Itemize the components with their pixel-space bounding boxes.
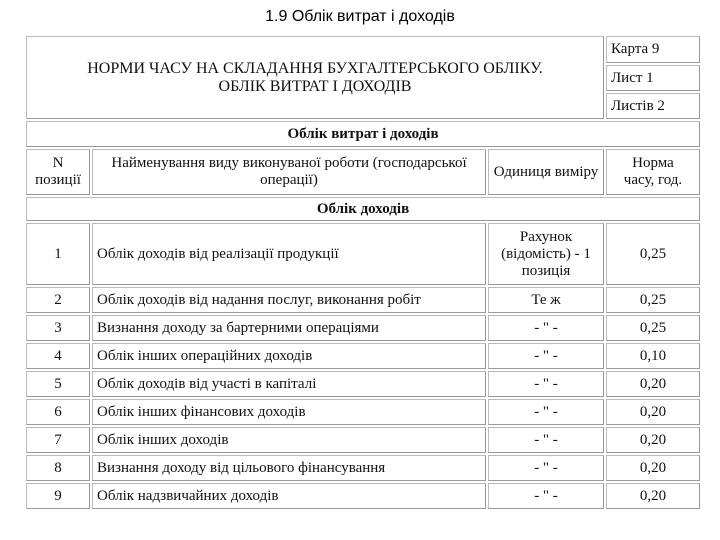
row-norm: 0,20 xyxy=(606,371,700,397)
row-unit: - " - xyxy=(488,399,604,425)
row-number: 6 xyxy=(26,399,90,425)
row-norm: 0,20 xyxy=(606,483,700,509)
row-number: 9 xyxy=(26,483,90,509)
row-name: Облік надзвичайних доходів xyxy=(92,483,486,509)
row-name: Облік доходів від участі в капіталі xyxy=(92,371,486,397)
row-number: 4 xyxy=(26,343,90,369)
table-row xyxy=(26,315,700,341)
row-unit: Рахунок (відомість) - 1 позиція xyxy=(488,223,604,285)
table-row xyxy=(26,427,700,453)
table-row xyxy=(26,371,700,397)
row-unit: - " - xyxy=(488,315,604,341)
row-norm: 0,25 xyxy=(606,315,700,341)
column-header-norm: Норма часу, год. xyxy=(606,149,700,195)
table-row xyxy=(26,223,700,285)
row-number: 8 xyxy=(26,455,90,481)
row-number: 5 xyxy=(26,371,90,397)
row-name: Облік інших фінансових доходів xyxy=(92,399,486,425)
table-row xyxy=(26,343,700,369)
row-norm: 0,25 xyxy=(606,223,700,285)
column-header-number: N позиції xyxy=(26,149,90,195)
header-title: НОРМИ ЧАСУ НА СКЛАДАННЯ БУХГАЛТЕРСЬКОГО ОБЛІКУ. ОБЛІК ВИТРАТ І ДОХОДІВ xyxy=(26,36,604,119)
norms-table xyxy=(24,34,702,511)
row-unit: - " - xyxy=(488,483,604,509)
row-unit: - " - xyxy=(488,371,604,397)
table-row xyxy=(26,455,700,481)
row-number: 3 xyxy=(26,315,90,341)
row-norm: 0,20 xyxy=(606,427,700,453)
row-unit: - " - xyxy=(488,455,604,481)
row-unit: - " - xyxy=(488,427,604,453)
row-name: Облік доходів від реалізації продукції xyxy=(92,223,486,285)
row-name: Облік доходів від надання послуг, виконання робіт xyxy=(92,287,486,313)
column-header-name: Найменування виду виконуваної роботи (господарської операції) xyxy=(92,149,486,195)
table-row xyxy=(26,399,700,425)
row-name: Облік інших доходів xyxy=(92,427,486,453)
subsection-title: Облік доходів xyxy=(26,197,700,221)
row-number: 1 xyxy=(26,223,90,285)
row-name: Визнання доходу за бартерними операціями xyxy=(92,315,486,341)
row-norm: 0,20 xyxy=(606,399,700,425)
row-norm: 0,25 xyxy=(606,287,700,313)
sheets-count: Листів 2 xyxy=(606,93,700,119)
row-unit: - " - xyxy=(488,343,604,369)
row-name: Облік інших операційних доходів xyxy=(92,343,486,369)
row-number: 7 xyxy=(26,427,90,453)
row-number: 2 xyxy=(26,287,90,313)
table-row xyxy=(26,483,700,509)
card-number: Карта 9 xyxy=(606,36,700,63)
row-name: Визнання доходу від цільового фінансування xyxy=(92,455,486,481)
section-title: Облік витрат і доходів xyxy=(26,121,700,147)
row-unit: Те ж xyxy=(488,287,604,313)
row-norm: 0,10 xyxy=(606,343,700,369)
table-row xyxy=(26,287,700,313)
page-title: 1.9 Облік витрат і доходів xyxy=(265,8,455,25)
row-norm: 0,20 xyxy=(606,455,700,481)
column-header-unit: Одиниця виміру xyxy=(488,149,604,195)
sheet-number: Лист 1 xyxy=(606,65,700,91)
